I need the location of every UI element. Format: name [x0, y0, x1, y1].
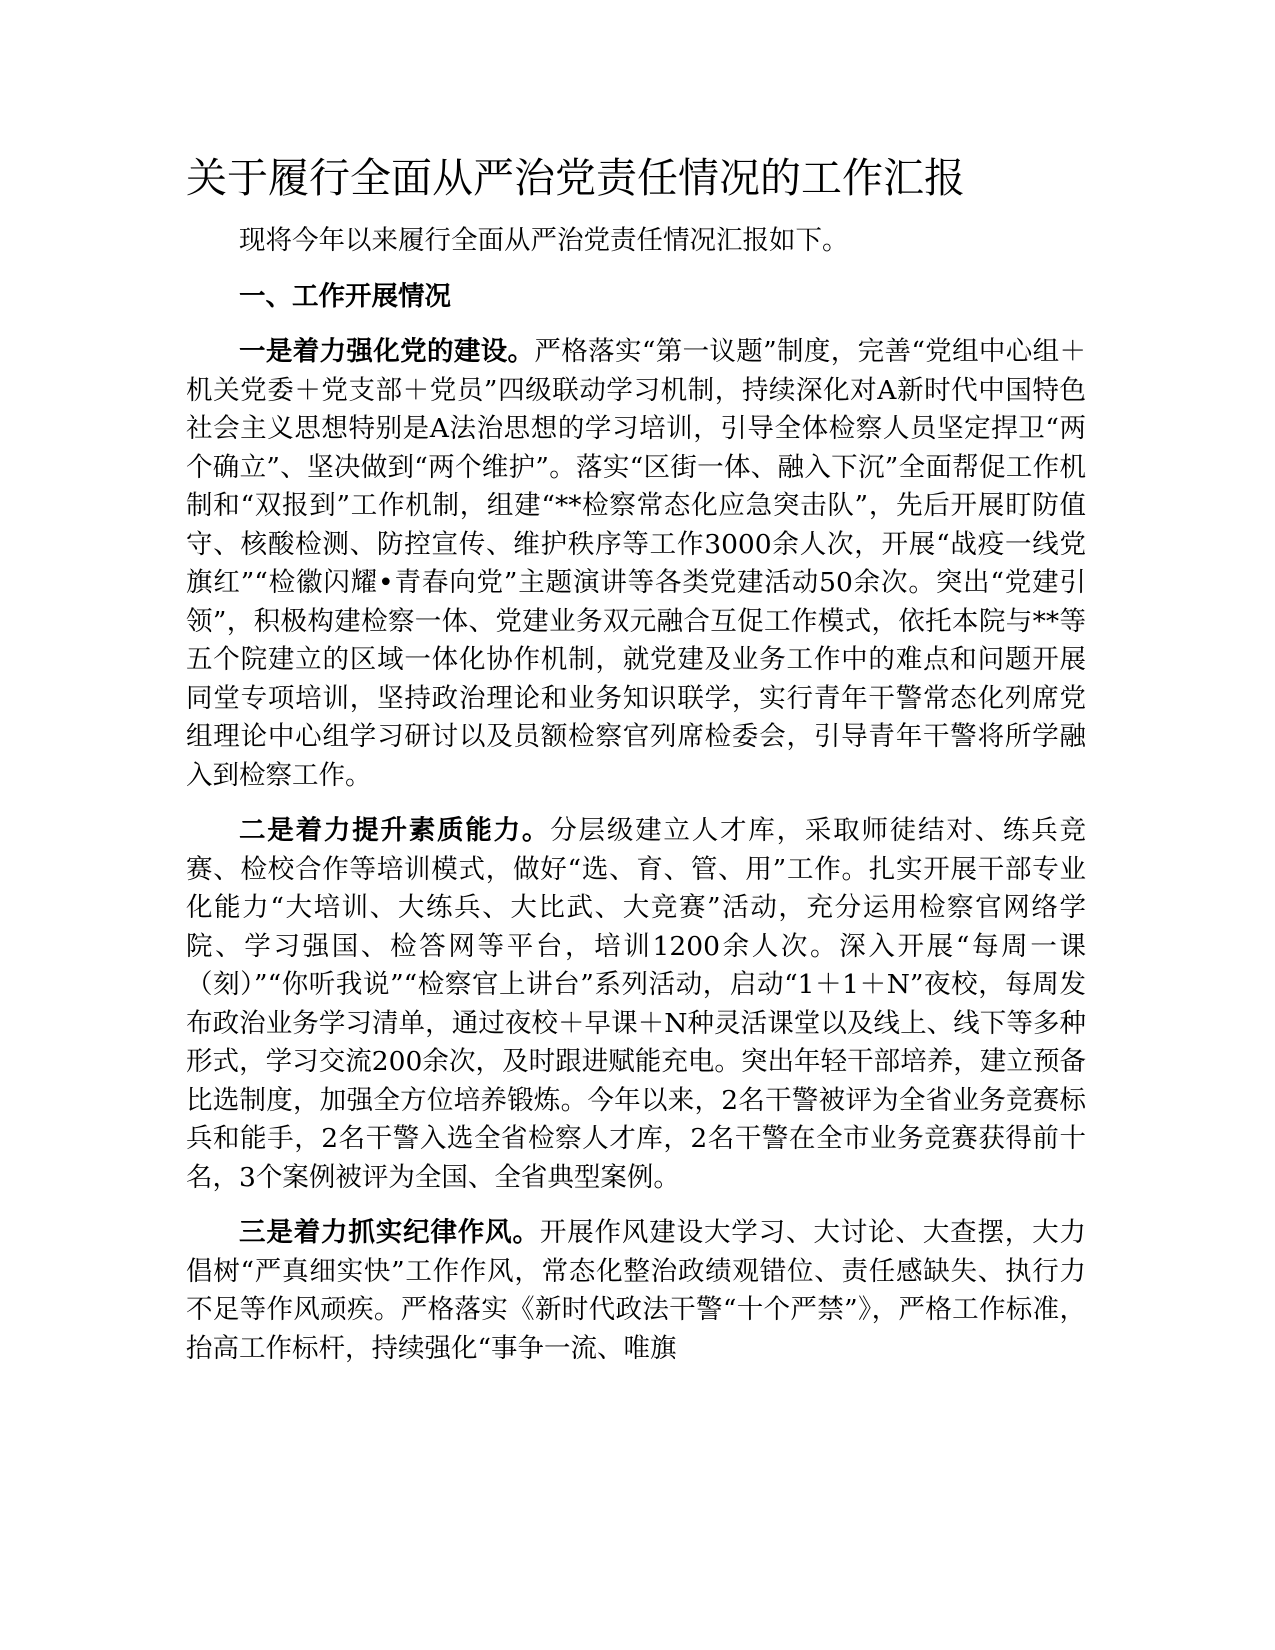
- paragraph-text: 严格落实“第一议题”制度，完善“党组中心组＋机关党委＋党支部＋党员”四级联动学习机制，持续深化对A新时代中国特色社会主义思想特别是A法治思想的学习培训，引导全体检察人员坚定捍卫“两个确立”、坚决做到“两个维护”。落实“区街一体、融入下沉”全面帮促工作机制和“双报到”工作机制，组建“**检察常态化应急突击队”，先后开展盯防值守、核酸检测、防控宣传、维护秩序等工作3000余人次，开展“战疫一线党旗红”“检徽闪耀•青春向党”主题演讲等各类党建活动50余次。突出“党建引领”，积极构建检察一体、党建业务双元融合互促工作模式，依托本院与**等五个院建立的区域一体化协作机制，就党建及业务工作中的难点和问题开展同堂专项培训，坚持政治理论和业务知识联学，实行青年干警常态化列席党组理论中心组学习研讨以及员额检察官列席检委会，引导青年干警将所学融入到检察工作。: [186, 336, 1086, 791]
- paragraph-text: 分层级建立人才库，采取师徒结对、练兵竞赛、检校合作等培训模式，做好“选、育、管、用”工作。扎实开展干部专业化能力“大培训、大练兵、大比武、大竞赛”活动，充分运用检察官网络学院、学习强国、检答网等平台，培训1200余人次。深入开展“每周一课（刻）”“你听我说”“检察官上讲台”系列活动，启动“1＋1＋N”夜校，每周发布政治业务学习清单，通过夜校＋早课＋N种灵活课堂以及线上、线下等多种形式，学习交流200余次，及时跟进赋能充电。突出年轻干部培养，建立预备比选制度，加强全方位培养锻炼。今年以来，2名干警被评为全省业务竞赛标兵和能手，2名干警入选全省检察人才库，2名干警在全市业务竞赛获得前十名，3个案例被评为全国、全省典型案例。: [186, 815, 1087, 1193]
- document-title: 关于履行全面从严治党责任情况的工作汇报: [186, 154, 965, 202]
- body-paragraph-2: [186, 812, 1086, 1197]
- paragraph-lead: 一是着力强化党的建设。: [239, 336, 535, 367]
- intro-paragraph: 现将今年以来履行全面从严治党责任情况汇报如下。: [239, 225, 849, 256]
- paragraph-text: 开展作风建设大学习、大讨论、大查摆，大力倡树“严真细实快”工作作风，常态化整治政绩观错位、责任感缺失、执行力不足等作风顽疾。严格落实《新时代政法干警“十个严禁”》，严格工作标准，抬高工作标杆，持续强化“事争一流、唯旗: [186, 1217, 1087, 1364]
- body-paragraph-1: [186, 333, 1086, 795]
- paragraph-lead: 二是着力提升素质能力。: [239, 815, 551, 846]
- section-heading: 一、工作开展情况: [239, 280, 451, 312]
- body-paragraph-3: [186, 1214, 1086, 1368]
- document-body: [186, 222, 1086, 1385]
- paragraph-lead: 三是着力抓实纪律作风。: [239, 1217, 540, 1248]
